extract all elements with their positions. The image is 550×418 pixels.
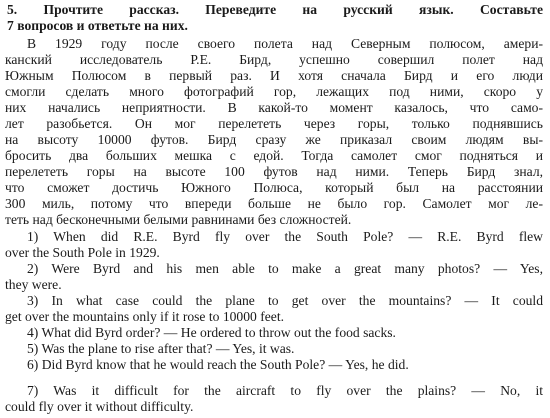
exercise-heading-line-2: 7 вопросов и ответьте на них. (7, 18, 188, 33)
story-line: лет разобьется. Он мог перелететь через горы, только поднявшись (5, 116, 543, 131)
qa-line: could fly over it without difficulty. (5, 399, 194, 414)
qa-line: 1) When did R.E. Byrd fly over the South Pole? — R.E. Byrd flew (27, 229, 543, 244)
qa-line: over the South Pole in 1929. (5, 245, 160, 260)
qa-line: 2) Were Byrd and his men able to make a great many photos? — Yes, (27, 261, 543, 276)
story-line: бросить два больших мешка с едой. Тогда самолет смог подняться и (5, 148, 543, 163)
story-line: перелететь горы на высоте 100 футов над ними. Теперь Бирд знал, (5, 164, 543, 179)
story-line: них начались неприятности. В какой-то момент казалось, что само- (5, 100, 543, 115)
qa-line: 6) Did Byrd know that he would reach the South Pole? — Yes, he did. (27, 357, 409, 372)
story-line: смогли сделать много фотографий гор, лежащих под ними, скоро у (5, 84, 543, 99)
exercise-heading-line-1: 5. Прочтите рассказ. Переведите на русский язык. Составьте (7, 2, 543, 17)
story-line: теть над бесконечными белыми равнинами без сложностей. (5, 212, 352, 227)
story-line: 300 миль, потому что впереди больше не было гор. Самолет мог ле- (5, 196, 543, 211)
story-line: канский исследователь Р.Е. Бирд, успешно совершил полет над (5, 52, 543, 67)
qa-line: get over the mountains only if it rose to 10000 feet. (5, 309, 284, 324)
story-line: Южным Полюсом в первый раз. И хотя сначала Бирд и его люди (5, 68, 543, 83)
story-line: на высоту 10000 футов. Бирд сразу же приказал своим людям вы- (5, 132, 543, 147)
story-line: В 1929 году после своего полета над Северным полюсом, амери- (27, 36, 543, 51)
qa-line: 5) Was the plane to rise after that? — Yes, it was. (27, 341, 295, 356)
qa-line: 7) Was it difficult for the aircraft to fly over the plains? — No, it (27, 383, 543, 398)
qa-line: 3) In what case could the plane to get over the mountains? — It could (27, 293, 543, 308)
textbook-page (5, 0, 545, 418)
story-line: что сможет достичь Южного Полюса, который был на расстоянии (5, 180, 543, 195)
qa-line: they were. (5, 277, 62, 292)
qa-line: 4) What did Byrd order? — He ordered to throw out the food sacks. (27, 325, 396, 340)
